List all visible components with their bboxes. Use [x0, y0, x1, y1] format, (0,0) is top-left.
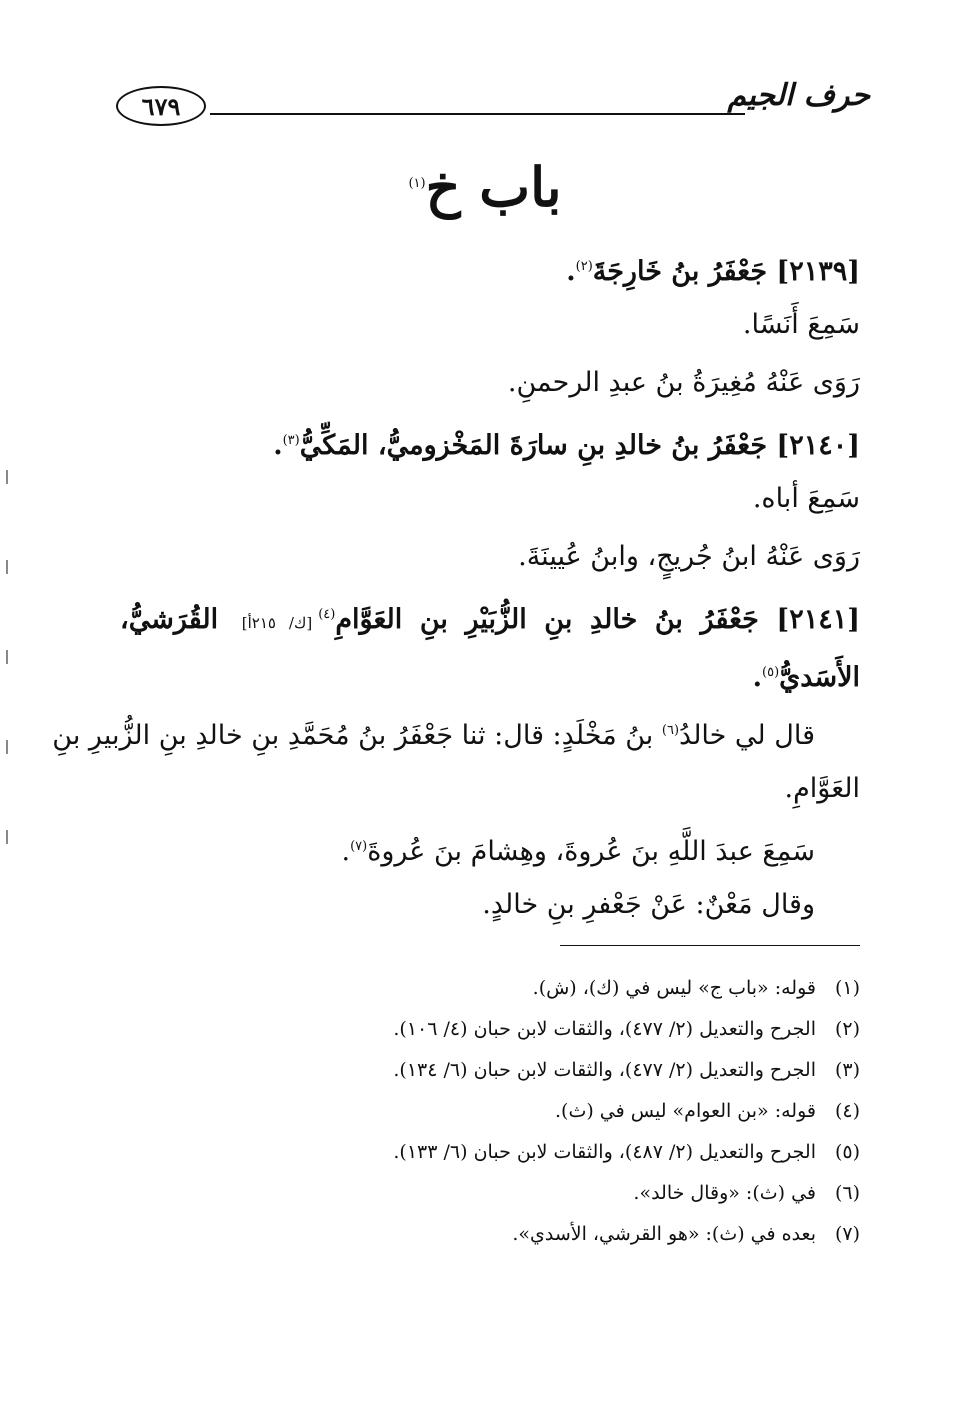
footnote-number: (١) — [834, 977, 860, 999]
footnote-text: الجرح والتعديل (٢/ ٤٧٧)، والثقات لابن حبان (٤/ ١٠٦). — [393, 1018, 816, 1040]
body-line-tail: . — [273, 430, 283, 461]
body-line — [120, 296, 860, 354]
footnote-text: الجرح والتعديل (٢/ ٤٧٧)، والثقات لابن حبان (٦/ ١٣٤). — [393, 1059, 816, 1081]
footnote-number: (٥) — [834, 1141, 860, 1163]
footnote-marker: (٥) — [762, 665, 780, 680]
footnote-text: قوله: «بن العوام» ليس في (ث). — [555, 1100, 816, 1122]
manuscript-folio-ref: [ك/ ٢١٥أ] — [241, 614, 313, 632]
body-line — [120, 528, 860, 586]
footnote-text: في (ث): «وقال خالد». — [633, 1182, 816, 1204]
footnote-item — [200, 1091, 860, 1132]
footnote-marker: (١) — [408, 176, 426, 191]
footnote-number: (٤) — [834, 1100, 860, 1122]
footnote-text: الجرح والتعديل (٢/ ٤٨٧)، والثقات لابن حبان (٦/ ١٣٣). — [393, 1141, 816, 1163]
footnote-item — [200, 1132, 860, 1173]
footnote-item — [200, 1173, 860, 1214]
body-line-text: الأَسَديُّ — [779, 662, 860, 693]
body-line-text: [٢١٤١] جَعْفَرُ بنُ خالدِ بنِ الزُّبَيْرِ بنِ العَوَّامِ — [335, 604, 860, 635]
body-line — [120, 818, 860, 876]
body-line-text: [٢١٤٠] جَعْفَرُ بنُ خالدِ بنِ سارَةَ المَخْزوميُّ، المَكِّيُّ — [299, 430, 860, 461]
body-line-text: سَمِعَ أباه. — [752, 483, 860, 514]
body-line-tail: القُرَشيُّ، — [120, 604, 236, 635]
footnote-marker: (٧) — [350, 839, 368, 854]
body-line — [52, 702, 860, 760]
footnote-marker: (٤) — [318, 607, 336, 622]
body-line — [120, 644, 860, 702]
body-text — [52, 238, 860, 934]
footnote-item — [200, 1050, 860, 1091]
body-line — [120, 238, 860, 296]
footnote-rule — [560, 945, 860, 946]
page-number: ٦٧٩ — [141, 91, 181, 121]
body-line — [120, 354, 860, 412]
footnote-number: (٢) — [834, 1018, 860, 1040]
body-line — [120, 586, 860, 644]
footnote-item — [200, 968, 860, 1009]
footnote-number: (٣) — [834, 1059, 860, 1081]
body-line-tail: . — [341, 836, 351, 867]
chapter-title-text: باب خ — [425, 155, 562, 219]
body-line-text: العَوَّامِ. — [784, 773, 860, 804]
body-line-tail: . — [752, 662, 763, 693]
margin-tick — [6, 740, 8, 754]
footnote-item — [200, 1009, 860, 1050]
chapter-title — [0, 155, 970, 219]
body-line-text: رَوَى عَنْهُ مُغِيرَةُ بنُ عبدِ الرحمنِ. — [507, 367, 860, 398]
page-header — [110, 78, 870, 128]
footnotes — [200, 968, 860, 1255]
margin-tick — [6, 560, 8, 574]
body-line-text: [٢١٣٩] جَعْفَرُ بنُ خَارِجَةَ — [592, 256, 860, 287]
footnote-text: بعده في (ث): «هو القرشي، الأسدي». — [512, 1223, 816, 1245]
footnote-item — [200, 1214, 860, 1255]
running-head: حرف الجيم — [727, 78, 870, 113]
footnote-text: قوله: «باب ج» ليس في (ك)، (ش). — [532, 977, 816, 999]
body-line — [120, 412, 860, 470]
body-line — [120, 876, 860, 934]
body-line-tail: . — [566, 256, 576, 287]
margin-tick — [6, 830, 8, 844]
body-line-text: سَمِعَ أَنَسًا. — [742, 309, 860, 340]
footnote-marker: (٣) — [282, 433, 300, 448]
body-line-text: وقال مَعْنٌ: عَنْ جَعْفرِ بنِ خالدٍ. — [482, 889, 815, 920]
body-line — [120, 760, 860, 818]
margin-tick — [6, 470, 8, 484]
header-rule — [210, 113, 745, 115]
footnote-marker: (٢) — [575, 259, 593, 274]
footnote-number: (٦) — [834, 1182, 860, 1204]
body-line-tail: بنُ مَخْلَدٍ: قال: ثنا جَعْفَرُ بنُ مُحَمَّدِ بنِ خالدِ بنِ الزُّبيرِ بنِ — [52, 720, 662, 751]
body-line-text: رَوَى عَنْهُ ابنُ جُريجٍ، وابنُ عُيينَةَ. — [518, 541, 860, 572]
page-number-badge — [116, 86, 206, 126]
footnote-number: (٧) — [834, 1223, 860, 1245]
body-line-text: قال لي خالدُ — [679, 720, 815, 751]
body-line — [120, 470, 860, 528]
margin-tick — [6, 650, 8, 664]
body-line-text: سَمِعَ عبدَ اللَّهِ بنَ عُروةَ، وهِشامَ بنَ عُروةَ — [367, 836, 815, 867]
footnote-marker: (٦) — [661, 723, 680, 738]
